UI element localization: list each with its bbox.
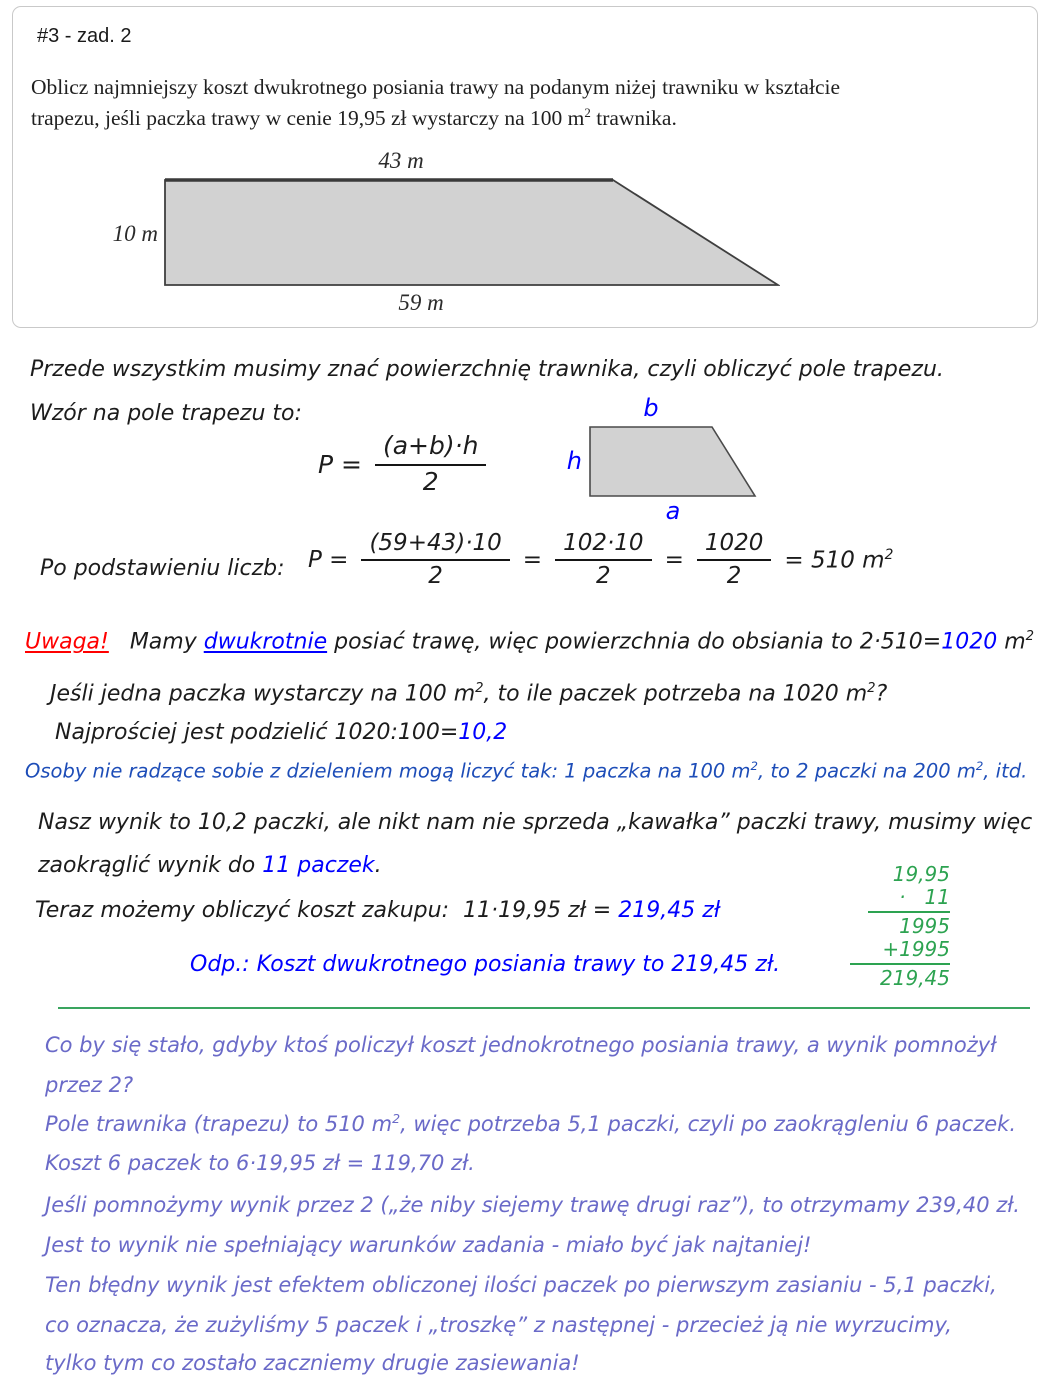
substitution-equation [308, 530, 893, 590]
footer-line: co oznacza, że zużyliśmy 5 paczek i „troszkę” z następnej - przecież ją nie wyrzucimy, [45, 1313, 952, 1337]
formula-diagram-label-b: b [643, 394, 659, 422]
substitution-frac2-den: 2 [596, 563, 611, 590]
answer-line: Odp.: Koszt dwukrotnego posiania trawy to 219,45 zł. [190, 952, 781, 977]
section-divider [58, 1007, 1030, 1009]
substitution-frac1-den: 2 [428, 563, 443, 590]
substitution-frac3-den: 2 [726, 563, 742, 590]
formula-denominator: 2 [422, 466, 439, 496]
lawn-trapezoid-diagram [164, 178, 780, 288]
multiplication-rule-1 [868, 911, 950, 913]
equals-sign: = [664, 546, 684, 573]
multiplication-row: 19,95 [892, 862, 950, 886]
dimension-label-bottom: 59 m [398, 290, 444, 315]
rounding-line-1: Nasz wynik to 10,2 paczki, ale nikt nam nie sprzeda „kawałka” paczki trawy, musimy więc [38, 810, 1033, 835]
multiplication-row: 219,45 [880, 966, 950, 990]
formula-trapezoid-diagram [589, 426, 757, 498]
formula-fraction [375, 432, 486, 497]
substitution-fraction-1 [361, 530, 509, 590]
solution-intro: Przede wszystkim musimy znać powierzchnię trawnika, czyli obliczyć pole trapezu. [30, 357, 944, 382]
formula-diagram-label-h: h [566, 447, 582, 475]
warning-line: Uwaga! Mamy dwukrotnie posiać trawę, więc powierzchnia do obsiania to 2·510=1020 $m^2$ [25, 629, 1035, 655]
substitution-lhs: P = [308, 546, 349, 573]
formula-trapezoid-shape [590, 427, 755, 496]
rounding-line-2: zaokrąglić wynik do 11 paczek. [38, 853, 382, 878]
divide-line: Najprościej jest podzielić 1020:100=10,2 [55, 720, 508, 745]
formula-numerator: (a+b)·h [375, 432, 486, 466]
multiplication-rule-2 [850, 963, 950, 965]
multiplication-row: 1995 [899, 914, 950, 938]
problem-text-line2: trapezu, jeśli paczka trawy w cenie 19,95 zł wystarczy na 100 $m^2$ trawnika. [31, 106, 677, 131]
footer-line: Pole trawnika (trapezu) to 510 $m^2$, więc potrzeba 5,1 paczki, czyli po zaokrągleniu 6 paczek. [45, 1111, 1016, 1136]
footer-line: Jest to wynik nie spełniający warunków zadania - miało być jak najtaniej! [45, 1233, 812, 1257]
formula-diagram-label-a: a [665, 497, 681, 525]
footer-line: Koszt 6 paczek to 6·19,95 zł = 119,70 zł. [45, 1151, 475, 1175]
problem-title: #3 - zad. 2 [37, 25, 132, 47]
lawn-trapezoid-shape [165, 180, 778, 285]
substitution-frac1-num: (59+43)·10 [361, 530, 509, 561]
substitution-fraction-2 [555, 530, 651, 590]
footer-line: przez 2? [45, 1073, 134, 1097]
footer-line: Jeśli pomnożymy wynik przez 2 („że niby siejemy trawę drugi raz”), to otrzymamy 239,40 zł. [45, 1193, 1020, 1217]
footer-line: Co by się stało, gdyby ktoś policzył koszt jednokrotnego posiania trawy, a wynik pomnożył [45, 1033, 997, 1057]
trapezoid-area-formula [318, 432, 486, 497]
footer-line: tylko tym co zostało zaczniemy drugie zasiewania! [45, 1351, 580, 1375]
packs-question-line: Jeśli jedna paczka wystarczy na 100 $m^2$, to ile paczek potrzeba na 1020 $m^2$? [50, 681, 888, 707]
division-note-line: Osoby nie radzące sobie z dzieleniem mogą liczyć tak: 1 paczka na 100 $m^2$, to 2 paczki na 200 $m^2$, itd. [25, 759, 1028, 783]
dimension-label-top: 43 m [378, 148, 424, 173]
substitution-caption: Po podstawieniu liczb: [40, 556, 285, 581]
formula-caption: Wzór na pole trapezu to: [30, 401, 302, 426]
multiplication-row: · 11 [899, 885, 950, 909]
problem-text-line1: Oblicz najmniejszy koszt dwukrotnego posiania trawy na podanym niżej trawniku w kształcie [31, 75, 841, 99]
substitution-result: = 510 $m^2$ [784, 546, 894, 574]
multiplication-row: +1995 [882, 937, 950, 961]
problem-box [12, 6, 1038, 328]
dimension-label-left: 10 m [112, 221, 158, 246]
formula-lhs: P = [318, 449, 362, 479]
equals-sign: = [522, 546, 543, 573]
substitution-fraction-3 [697, 530, 772, 590]
footer-line: Ten błędny wynik jest efektem obliczonej ilości paczek po pierwszym zasianiu - 5,1 paczki, [45, 1273, 997, 1297]
substitution-frac2-num: 102·10 [555, 530, 651, 561]
substitution-frac3-num: 1020 [697, 530, 772, 561]
multiplication-work [850, 863, 950, 990]
cost-line: Teraz możemy obliczyć koszt zakupu: 11·19,95 zł = 219,45 zł [35, 898, 721, 923]
